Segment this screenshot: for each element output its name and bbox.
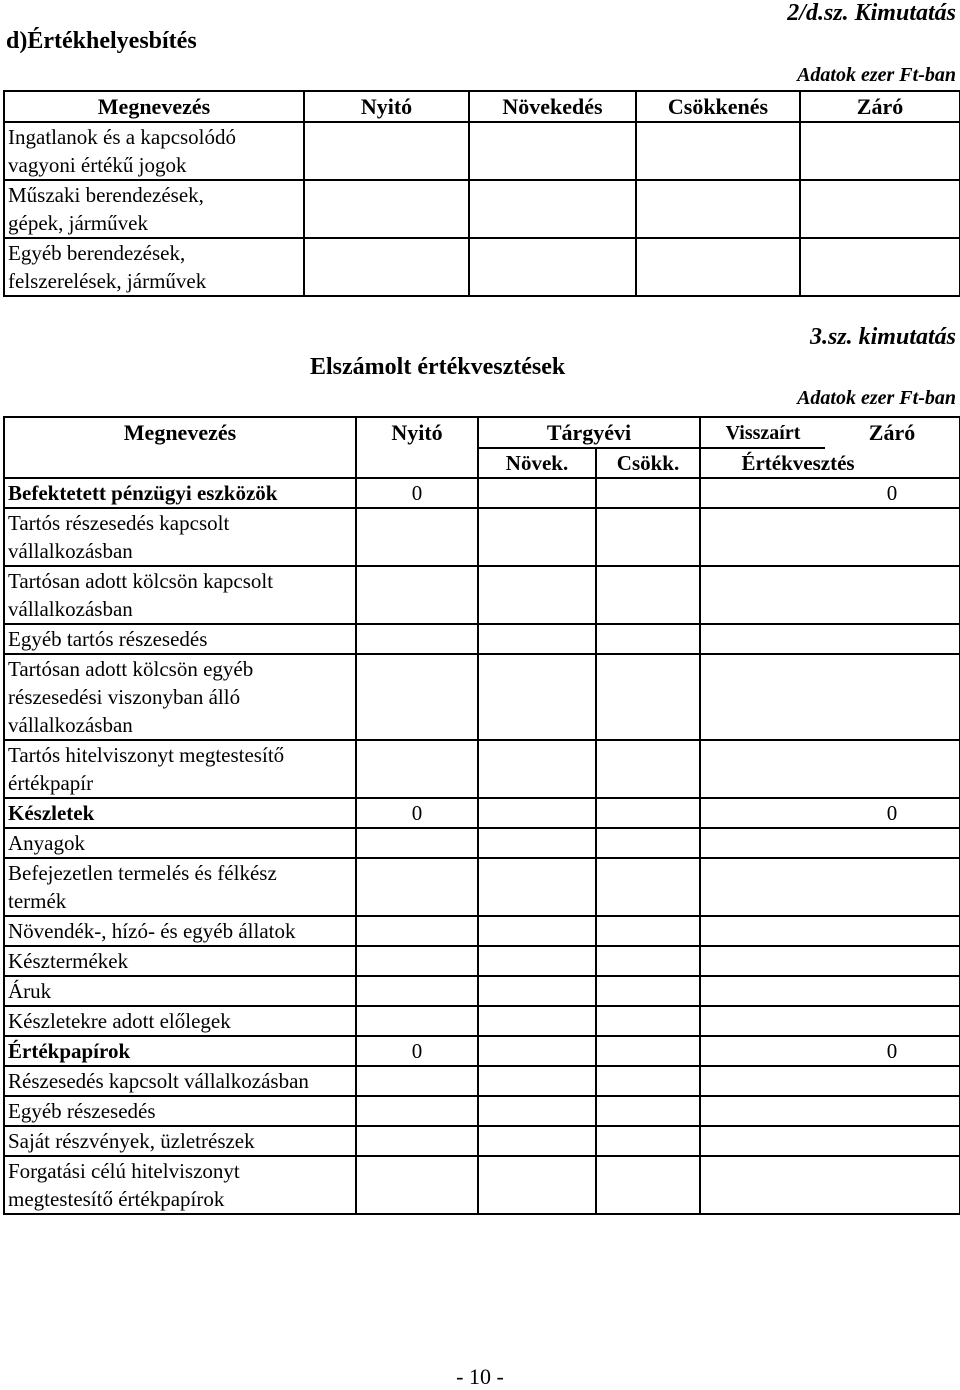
increase-cell [478, 1126, 596, 1156]
fixed-asset-revaluation-table [3, 90, 960, 297]
closing-cell [825, 976, 960, 1006]
opening-cell [356, 1126, 478, 1156]
decrease-cell [596, 1126, 700, 1156]
decrease-cell [596, 508, 700, 566]
col-header-decrease: Csökk. [596, 448, 700, 478]
increase-cell [478, 1036, 596, 1066]
closing-cell [825, 946, 960, 976]
table-row [4, 946, 960, 976]
impairment-cell [700, 798, 825, 828]
opening-cell [356, 916, 478, 946]
opening-cell [356, 624, 478, 654]
impairment-cell [700, 654, 825, 740]
decrease-cell [596, 916, 700, 946]
decrease-cell [596, 654, 700, 740]
table-row [4, 1036, 960, 1066]
table1-header-row [4, 91, 960, 122]
row-label: Áruk [4, 976, 356, 1006]
decrease-cell [596, 478, 700, 508]
row-label: Egyéb részesedés [4, 1096, 356, 1126]
table2-unit: Adatok ezer Ft-ban [797, 387, 956, 409]
page-number: - 10 - [456, 1364, 504, 1389]
opening-cell [356, 976, 478, 1006]
table-row [4, 916, 960, 946]
table-row [4, 478, 960, 508]
impairment-cell [700, 1096, 825, 1126]
row-label: Műszaki berendezések, gépek, járművek [4, 180, 304, 238]
opening-cell [356, 858, 478, 916]
decrease-cell [596, 1066, 700, 1096]
table1-ref: 2/d.sz. Kimutatás [787, 0, 956, 26]
row-label: Befektetett pénzügyi eszközök [4, 478, 356, 508]
impairment-cell [700, 976, 825, 1006]
closing-cell: 0 [825, 1036, 960, 1066]
decrease-cell [596, 1096, 700, 1126]
closing-cell [800, 122, 960, 180]
closing-cell [800, 180, 960, 238]
row-label: Részesedés kapcsolt vállalkozásban [4, 1066, 356, 1096]
row-label: Egyéb berendezések, felszerelések, járművek [4, 238, 304, 296]
closing-cell: 0 [825, 798, 960, 828]
table-row [4, 1126, 960, 1156]
closing-cell [825, 1066, 960, 1096]
closing-cell [825, 916, 960, 946]
decrease-cell [596, 1156, 700, 1214]
row-label: Tartós részesedés kapcsolt vállalkozásban [4, 508, 356, 566]
row-label: Tartósan adott kölcsön egyéb részesedési viszonyban álló vállalkozásban [4, 654, 356, 740]
table-row [4, 1066, 960, 1096]
table-row [4, 740, 960, 798]
opening-cell [304, 122, 469, 180]
decrease-cell [596, 798, 700, 828]
impairment-cell [700, 1006, 825, 1036]
impairment-cell [700, 828, 825, 858]
increase-cell [478, 858, 596, 916]
closing-cell [825, 858, 960, 916]
impairment-cell [700, 858, 825, 916]
impairment-cell [700, 1126, 825, 1156]
closing-cell [800, 238, 960, 296]
opening-cell [356, 654, 478, 740]
closing-cell [825, 1126, 960, 1156]
decrease-cell [596, 828, 700, 858]
closing-cell [825, 654, 960, 740]
table-row [4, 238, 960, 296]
increase-cell [478, 566, 596, 624]
opening-cell: 0 [356, 798, 478, 828]
opening-cell [356, 566, 478, 624]
opening-cell [356, 508, 478, 566]
table-row [4, 798, 960, 828]
impairment-cell [700, 624, 825, 654]
table-row [4, 180, 960, 238]
col-header-decrease: Csökkenés [636, 91, 800, 122]
closing-cell [825, 1006, 960, 1036]
row-label: Anyagok [4, 828, 356, 858]
decrease-cell [636, 122, 800, 180]
opening-cell [356, 1066, 478, 1096]
closing-cell [825, 624, 960, 654]
table2-header-row1 [4, 417, 960, 448]
row-label: Tartósan adott kölcsön kapcsolt vállalkozásban [4, 566, 356, 624]
col-header-increase: Növek. [478, 448, 596, 478]
row-label: Saját részvények, üzletrészek [4, 1126, 356, 1156]
table-row [4, 654, 960, 740]
col-header-closing: Záró [825, 417, 960, 478]
closing-cell [825, 508, 960, 566]
impairment-cell [700, 946, 825, 976]
col-header-current-year: Tárgyévi [478, 417, 700, 448]
col-header-name: Megnevezés [4, 417, 356, 478]
decrease-cell [636, 238, 800, 296]
decrease-cell [596, 946, 700, 976]
increase-cell [478, 1066, 596, 1096]
closing-cell [825, 1156, 960, 1214]
row-label: Forgatási célú hitelviszonyt megtestesítő értékpapírok [4, 1156, 356, 1214]
table-row [4, 1156, 960, 1214]
closing-cell [825, 1096, 960, 1126]
col-header-increase: Növekedés [469, 91, 636, 122]
row-label: Késztermékek [4, 946, 356, 976]
increase-cell [478, 740, 596, 798]
increase-cell [469, 180, 636, 238]
opening-cell [356, 946, 478, 976]
increase-cell [478, 916, 596, 946]
table1-unit: Adatok ezer Ft-ban [797, 64, 956, 86]
closing-cell [825, 740, 960, 798]
table-row [4, 1096, 960, 1126]
decrease-cell [596, 1036, 700, 1066]
increase-cell [478, 976, 596, 1006]
impairment-cell [700, 478, 825, 508]
closing-cell: 0 [825, 478, 960, 508]
col-header-opening: Nyitó [304, 91, 469, 122]
decrease-cell [636, 180, 800, 238]
increase-cell [478, 654, 596, 740]
impairment-cell [700, 1066, 825, 1096]
increase-cell [478, 1156, 596, 1214]
opening-cell [356, 1006, 478, 1036]
table-row [4, 976, 960, 1006]
table-row [4, 828, 960, 858]
opening-cell [356, 828, 478, 858]
increase-cell [469, 238, 636, 296]
increase-cell [478, 828, 596, 858]
decrease-cell [596, 1006, 700, 1036]
increase-cell [478, 946, 596, 976]
row-label: Értékpapírok [4, 1036, 356, 1066]
row-label: Készletek [4, 798, 356, 828]
table-row [4, 624, 960, 654]
increase-cell [478, 624, 596, 654]
impairment-cell [700, 508, 825, 566]
opening-cell [356, 1096, 478, 1126]
row-label: Ingatlanok és a kapcsolódó vagyoni értékű jogok [4, 122, 304, 180]
impairment-cell [700, 566, 825, 624]
closing-cell [825, 828, 960, 858]
increase-cell [478, 478, 596, 508]
opening-cell [304, 180, 469, 238]
impairment-cell [700, 1036, 825, 1066]
opening-cell [356, 1156, 478, 1214]
section-title: d)Értékhelyesbítés [6, 28, 197, 54]
increase-cell [478, 798, 596, 828]
col-header-closing: Záró [800, 91, 960, 122]
table-row [4, 508, 960, 566]
opening-cell: 0 [356, 1036, 478, 1066]
table2-title: Elszámolt értékvesztések [310, 354, 566, 380]
decrease-cell [596, 858, 700, 916]
table-row [4, 566, 960, 624]
table-row [4, 122, 960, 180]
opening-cell [356, 740, 478, 798]
row-label: Tartós hitelviszonyt megtestesítő értékpapír [4, 740, 356, 798]
impairment-cell [700, 740, 825, 798]
impairment-cell [700, 1156, 825, 1214]
table2-ref: 3.sz. kimutatás [809, 324, 956, 350]
impairment-cell [700, 916, 825, 946]
decrease-cell [596, 624, 700, 654]
increase-cell [469, 122, 636, 180]
col-header-impairment: Értékvesztés [700, 448, 825, 478]
table-row [4, 1006, 960, 1036]
decrease-cell [596, 566, 700, 624]
opening-cell [304, 238, 469, 296]
col-header-name: Megnevezés [4, 91, 304, 122]
closing-cell [825, 566, 960, 624]
increase-cell [478, 1096, 596, 1126]
row-label: Egyéb tartós részesedés [4, 624, 356, 654]
row-label: Készletekre adott előlegek [4, 1006, 356, 1036]
decrease-cell [596, 740, 700, 798]
row-label: Növendék-, hízó- és egyéb állatok [4, 916, 356, 946]
decrease-cell [596, 976, 700, 1006]
impairment-table [3, 416, 960, 1215]
col-header-reversed: Visszaírt [700, 417, 825, 448]
table-row [4, 858, 960, 916]
col-header-opening: Nyitó [356, 417, 478, 478]
increase-cell [478, 1006, 596, 1036]
increase-cell [478, 508, 596, 566]
row-label: Befejezetlen termelés és félkész termék [4, 858, 356, 916]
opening-cell: 0 [356, 478, 478, 508]
